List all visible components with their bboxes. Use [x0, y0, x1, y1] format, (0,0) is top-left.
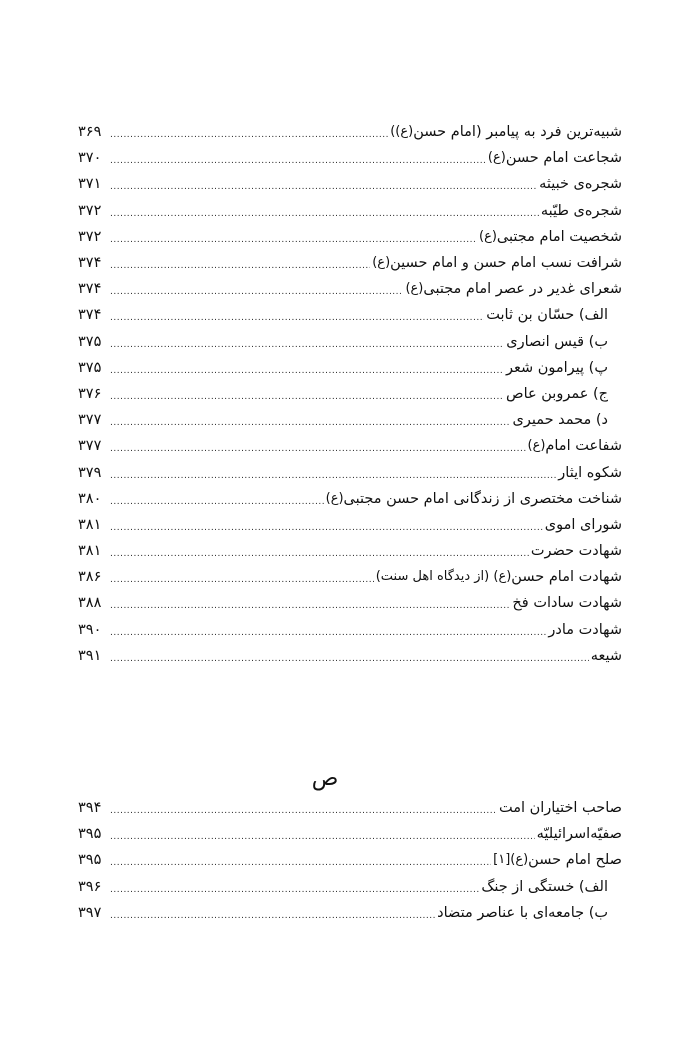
entry-title: شخصیت امام مجتبی	[496, 228, 622, 245]
dot-leader	[110, 171, 537, 197]
entry-title: پ) پیرامون شعر	[505, 359, 608, 376]
entry-honorific-suffix: (ع)	[405, 281, 424, 297]
entry-title: شجره‌ی طیّبه	[540, 202, 622, 219]
entry-page-number: ۳۷۵	[78, 333, 102, 350]
entry-page-number: ۳۹۰	[78, 621, 102, 638]
entry-honorific-suffix: (ع)	[487, 150, 506, 166]
index-entry	[78, 224, 622, 250]
index-entry	[78, 198, 622, 224]
index-entry	[78, 276, 622, 302]
dot-leader	[110, 821, 535, 847]
entry-title: صلح امام حسن	[528, 852, 622, 869]
entry-page-number: ۳۸۰	[78, 490, 102, 507]
entry-page-number: ۳۹۵	[78, 852, 102, 869]
index-entry	[78, 381, 622, 407]
entry-page-number: ۳۷۶	[78, 385, 102, 402]
entry-page-number: ۳۷۹	[78, 464, 102, 481]
dot-leader	[110, 224, 477, 250]
dot-leader	[110, 538, 529, 564]
index-entry	[78, 302, 622, 328]
dot-leader	[110, 329, 504, 355]
entry-title: د) محمد حمیری	[512, 412, 608, 429]
dot-leader	[110, 381, 504, 407]
index-entry	[78, 407, 622, 433]
entry-honorific-suffix: (ع)	[527, 438, 546, 454]
dot-leader	[110, 643, 589, 669]
dot-leader	[110, 460, 556, 486]
index-entry	[78, 459, 622, 485]
entry-page-number: ۳۷۲	[78, 202, 102, 219]
entry-honorific-suffix: (ع)	[325, 490, 344, 506]
entry-title: شرافت نسب امام حسن و امام حسین	[390, 255, 622, 272]
entry-page-number: ۳۹۱	[78, 647, 102, 664]
entry-page-number: ۳۷۱	[78, 176, 102, 193]
entry-honorific-suffix: (ع))	[390, 124, 414, 140]
dot-leader	[110, 617, 546, 643]
entry-title: شهادت حضرت	[530, 543, 622, 560]
entry-page-number: ۳۹۵	[78, 826, 102, 843]
index-entry	[78, 433, 622, 459]
entry-title: شیعه	[590, 647, 622, 664]
dot-leader	[110, 302, 484, 328]
dot-leader	[110, 355, 504, 381]
entry-title: شفاعت امام	[545, 438, 622, 455]
dot-leader	[110, 250, 370, 276]
entry-page-number: ۳۶۹	[78, 124, 102, 141]
entry-honorific-suffix: (ع)	[372, 255, 391, 271]
entry-title: ب) جامعه‌ای با عناصر متضاد	[437, 904, 608, 921]
entry-title: شورای اموی	[544, 516, 622, 533]
dot-leader	[110, 874, 479, 900]
index-entry	[78, 617, 622, 643]
dot-leader	[110, 433, 526, 459]
index-entry	[78, 355, 622, 381]
section-letter-heading: ص	[311, 766, 339, 791]
entry-title: شکوه ایثار	[558, 464, 622, 481]
entry-page-number: ۳۸۱	[78, 516, 102, 533]
entry-page-number: ۳۷۴	[78, 307, 102, 324]
index-entry	[78, 486, 622, 512]
entry-page-number: ۳۷۰	[78, 150, 102, 167]
index-list-sad	[78, 795, 622, 926]
entry-honorific-suffix: (ع)[۱]	[493, 852, 529, 868]
index-entry	[78, 250, 622, 276]
index-entry	[78, 512, 622, 538]
entry-page-number: ۳۷۷	[78, 438, 102, 455]
index-entry	[78, 590, 622, 616]
entry-title: شناخت مختصری از زندگانی امام حسن مجتبی	[343, 490, 622, 507]
dot-leader	[110, 198, 539, 224]
entry-title: شهادت سادات فخ	[512, 595, 622, 612]
entry-page-number: ۳۷۴	[78, 281, 102, 298]
index-entry	[78, 795, 622, 821]
index-entry	[78, 643, 622, 669]
entry-page-number: ۳۸۶	[78, 569, 102, 586]
entry-page-number: ۳۹۶	[78, 878, 102, 895]
entry-honorific-suffix: (ع) (از دیدگاه اهل سنت)	[375, 569, 512, 585]
entry-title: ج) عمروبن عاص	[506, 385, 608, 402]
dot-leader	[110, 564, 374, 590]
entry-title: صاحب اختیاران امت	[498, 800, 622, 817]
entry-page-number: ۳۹۷	[78, 904, 102, 921]
index-entry	[78, 874, 622, 900]
dot-leader	[110, 847, 491, 873]
index-entry	[78, 171, 622, 197]
dot-leader	[110, 407, 510, 433]
dot-leader	[110, 900, 435, 926]
entry-title: الف) خستگی از جنگ	[481, 878, 608, 895]
index-entry	[78, 145, 622, 171]
dot-leader	[110, 512, 543, 538]
entry-page-number: ۳۸۱	[78, 543, 102, 560]
dot-leader	[110, 119, 388, 145]
entry-title: شهادت امام حسن	[511, 569, 622, 586]
index-entry	[78, 821, 622, 847]
dot-leader	[110, 795, 497, 821]
entry-title: صفیّه‌اسرائیلیّه	[536, 826, 622, 843]
entry-honorific-suffix: (ع)	[479, 228, 497, 244]
entry-page-number: ۳۹۴	[78, 800, 102, 817]
index-entry	[78, 538, 622, 564]
dot-leader	[110, 486, 324, 512]
entry-page-number: ۳۸۸	[78, 595, 102, 612]
index-entry	[78, 900, 622, 926]
dot-leader	[110, 276, 403, 302]
entry-title: شهادت مادر	[548, 621, 622, 638]
dot-leader	[110, 145, 486, 171]
entry-title: الف) حسّان بن ثابت	[486, 307, 608, 324]
entry-title: شبیه‌ترین فرد به پیامبر (امام حسن	[413, 124, 622, 141]
index-entry	[78, 847, 622, 873]
index-entry	[78, 564, 622, 590]
entry-title: ب) قیس انصاری	[506, 333, 608, 350]
entry-page-number: ۳۷۲	[78, 228, 102, 245]
entry-title: شعرای غدیر در عصر امام مجتبی	[423, 281, 622, 298]
dot-leader	[110, 590, 510, 616]
index-entry	[78, 119, 622, 145]
entry-title: شجاعت امام حسن	[505, 150, 622, 167]
entry-page-number: ۳۷۵	[78, 359, 102, 376]
index-list-sh	[78, 119, 622, 669]
index-entry	[78, 329, 622, 355]
entry-page-number: ۳۷۷	[78, 412, 102, 429]
entry-title: شجره‌ی خبیثه	[539, 176, 622, 193]
entry-page-number: ۳۷۴	[78, 255, 102, 272]
